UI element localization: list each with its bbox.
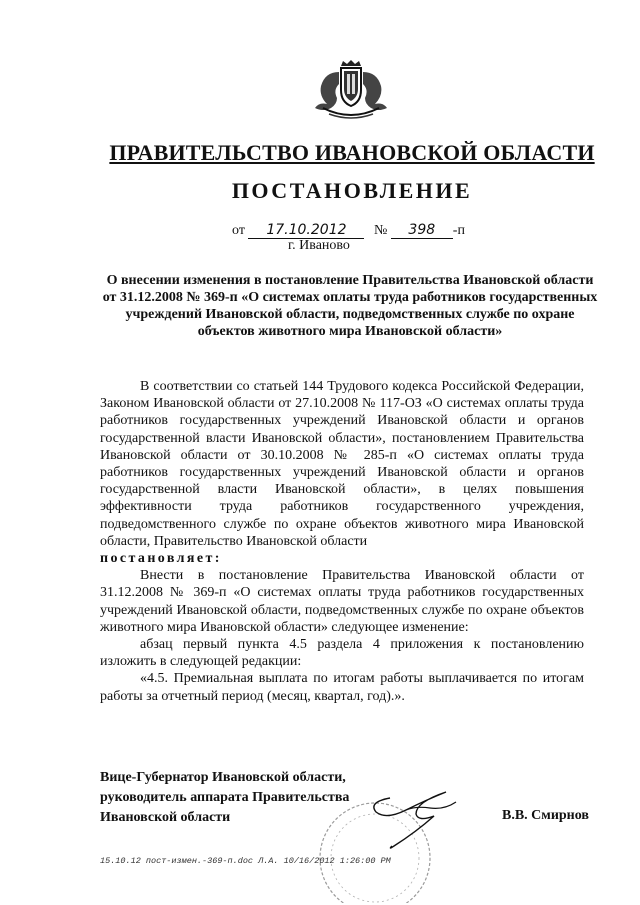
body-paragraph-text: В соответствии со статьей 144 Трудового кодекса Российской Федерации, Законом Ивановской области от 27.10.2008 № 117-ОЗ «О системах оплаты труда работников государственных учреждений Ивановской области и органов государственной власти Ивановской области», постановлением Правительства Ивановской области от 30.10.2008 № 285-п «О системах оплаты труда работников государственных учреждений Ивановской области и органов государственной власти Ивановской области», в целях повышения эффективности труда работников государственного учреждения, подведомственного службе по охране объектов животного мира Ивановской области, Правительство Ивановской области bbox=[100, 379, 584, 549]
date-value: 17.10.2012 bbox=[248, 222, 364, 239]
body-paragraph bbox=[100, 378, 584, 550]
signatory-position-line: руководитель аппарата Правительства bbox=[100, 790, 350, 805]
organization-title: ПРАВИТЕЛЬСТВО ИВАНОВСКОЙ ОБЛАСТИ bbox=[109, 140, 595, 165]
signatory-position-line: Ивановской области bbox=[100, 810, 231, 825]
number-suffix: -п bbox=[452, 223, 465, 238]
city-name: г. Иваново bbox=[288, 238, 350, 253]
body-paragraph: «4.5. Премиальная выплата по итогам работы выплачивается по итогам работы за отчетный период (месяц, квартал, год).». bbox=[100, 671, 584, 704]
signatory-name: В.В. Смирнов bbox=[502, 808, 589, 823]
body-paragraph: Внести в постановление Правительства Ивановской области от 31.12.2008 № 369-п «О системах оплаты труда работников государственных учреждений Ивановской области, подведомственных службе по охране объектов животного мира Ивановской области» следующее изменение: bbox=[100, 568, 584, 635]
number-value: 398 bbox=[391, 222, 453, 239]
date-prefix: от bbox=[232, 223, 245, 238]
coat-of-arms-emblem bbox=[311, 58, 391, 120]
document-subject: О внесении изменения в постановление Правительства Ивановской области от 31.12.2008 № 369-п «О системах оплаты труда работников государственных учреждений Ивановской области, подведомственных службе по охране объектов животного мира Ивановской области» bbox=[102, 273, 598, 339]
body-paragraph: абзац первый пункта 4.5 раздела 4 приложения к постановлению изложить в следующей редакции: bbox=[100, 637, 584, 670]
registration-line bbox=[232, 222, 465, 239]
decree-word-line bbox=[100, 550, 584, 567]
handwritten-signature bbox=[360, 780, 470, 850]
signatory-position-line: Вице-Губернатор Ивановской области, bbox=[100, 770, 346, 785]
document-body bbox=[100, 378, 584, 705]
decree-word: постановляет: bbox=[100, 551, 222, 567]
file-footer: 15.10.12 пост-измен.-369-п.doc Л.А. 10/16/2012 1:26:00 PM bbox=[100, 856, 391, 866]
document-type-title: ПОСТАНОВЛЕНИЕ bbox=[231, 178, 473, 203]
number-prefix: № bbox=[373, 223, 388, 238]
